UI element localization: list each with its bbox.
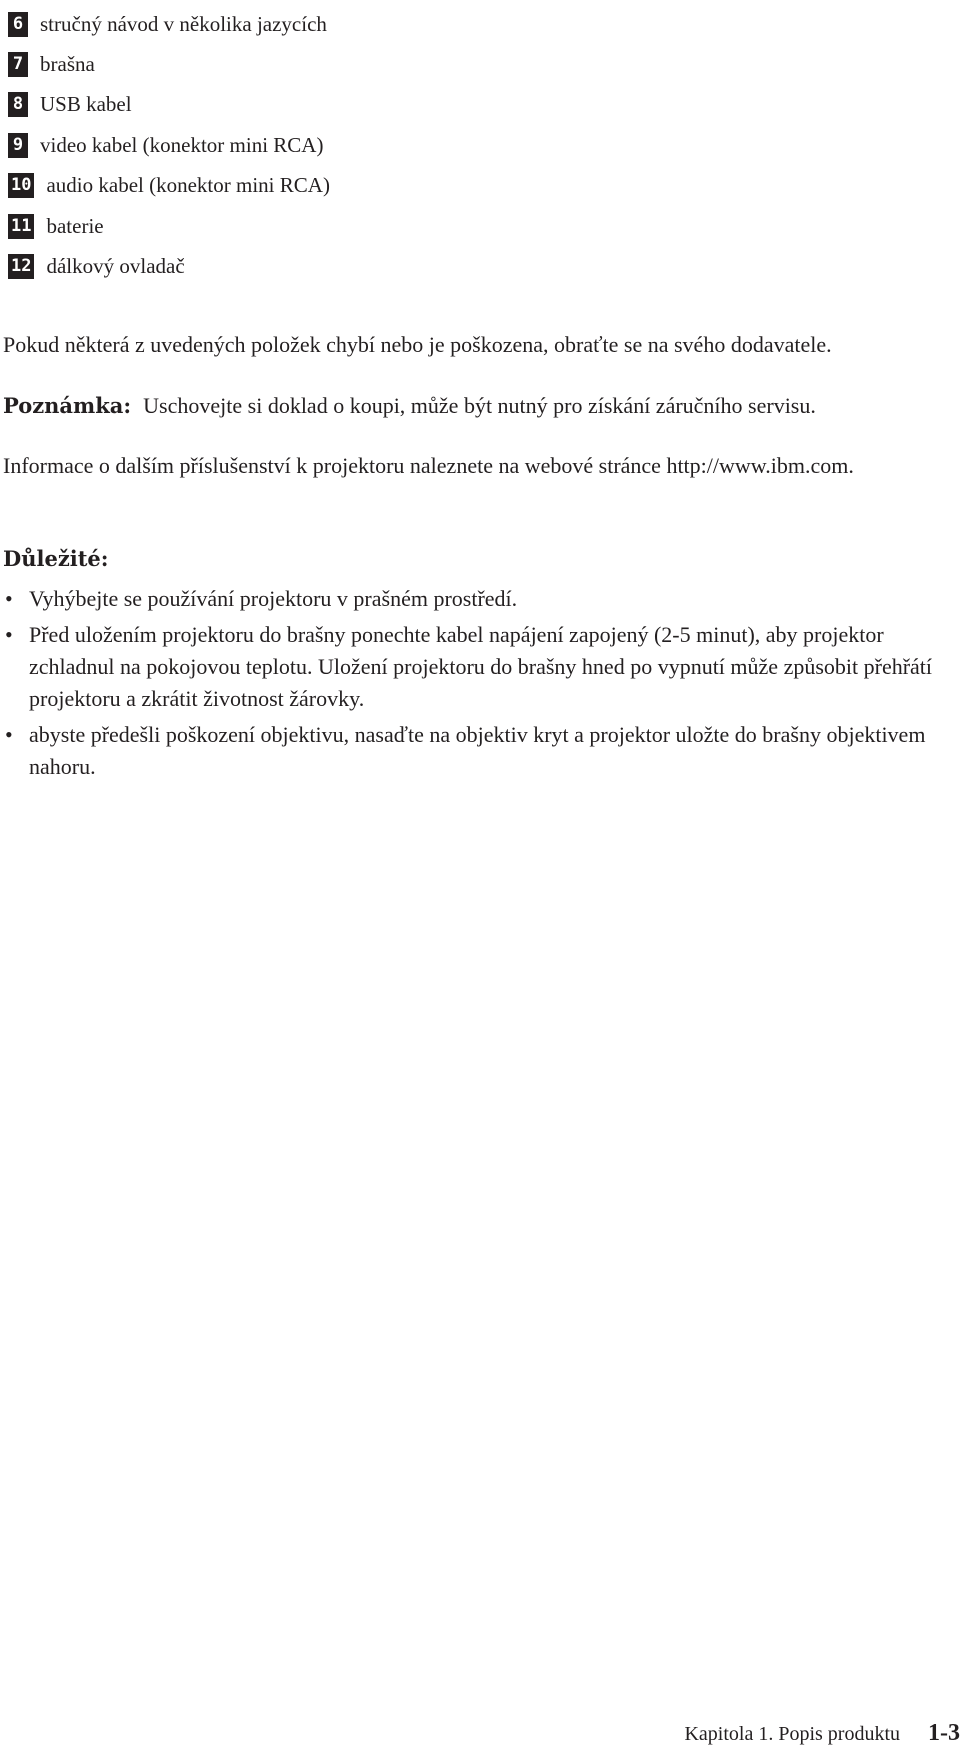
bullet-item	[3, 719, 933, 783]
item-label: baterie	[46, 213, 104, 238]
list-item	[8, 85, 908, 125]
bullet-icon: •	[5, 586, 13, 611]
item-label: brašna	[40, 52, 95, 77]
bullet-text: Vyhýbejte se používání projektoru v prašném prostředí.	[29, 586, 518, 611]
item-number-badge: 10	[8, 173, 34, 198]
item-label: video kabel (konektor mini RCA)	[40, 132, 324, 157]
bullet-icon: •	[5, 622, 13, 647]
important-bullet-list	[3, 583, 933, 787]
bullet-text: Před uložením projektoru do brašny ponechte kabel napájení zapojený (2-5 minut), aby projektor zchladnul na pokojovou teplotu. Uložení projektoru do brašny hned po vypnutí může způsobit přehřátí projektoru a zkrátit životnost žárovky.	[29, 622, 933, 711]
package-contents-list	[8, 4, 908, 287]
item-number-badge: 9	[8, 133, 28, 158]
list-item	[8, 206, 908, 246]
list-item	[8, 44, 908, 84]
item-number-badge: 7	[8, 52, 28, 77]
item-label: USB kabel	[40, 92, 132, 117]
list-item	[8, 125, 908, 165]
item-number-badge: 6	[8, 12, 28, 37]
important-heading	[3, 542, 109, 575]
note-text: Uschovejte si doklad o koupi, může být nutný pro získání záručního servisu.	[143, 393, 816, 418]
bullet-icon: •	[5, 722, 13, 747]
chapter-title: Kapitola 1. Popis produktu	[684, 1723, 900, 1745]
note-paragraph	[3, 389, 816, 422]
item-label: stručný návod v několika jazycích	[40, 11, 327, 36]
list-item	[8, 246, 908, 286]
bullet-text: abyste předešli poškození objektivu, nasaďte na objektiv kryt a projektor uložte do brašny objektivem nahoru.	[29, 722, 926, 779]
page-footer	[684, 1720, 960, 1747]
item-label: dálkový ovladač	[46, 254, 185, 279]
missing-items-paragraph: Pokud některá z uvedených položek chybí nebo je poškozena, obraťte se na svého dodavatele.	[3, 332, 832, 357]
accessories-info-paragraph: Informace o dalším příslušenství k projektoru naleznete na webové stránce http://www.ibm.com.	[3, 453, 854, 478]
list-item	[8, 166, 908, 206]
item-number-badge: 12	[8, 254, 34, 279]
item-number-badge: 8	[8, 92, 28, 117]
item-label: audio kabel (konektor mini RCA)	[46, 173, 330, 198]
bullet-item	[3, 583, 933, 615]
bullet-item	[3, 619, 933, 715]
important-label: Důležité:	[3, 546, 109, 571]
page-number: 1-3	[928, 1720, 960, 1746]
note-label: Poznámka:	[3, 393, 132, 418]
list-item	[8, 4, 908, 44]
item-number-badge: 11	[8, 214, 34, 239]
